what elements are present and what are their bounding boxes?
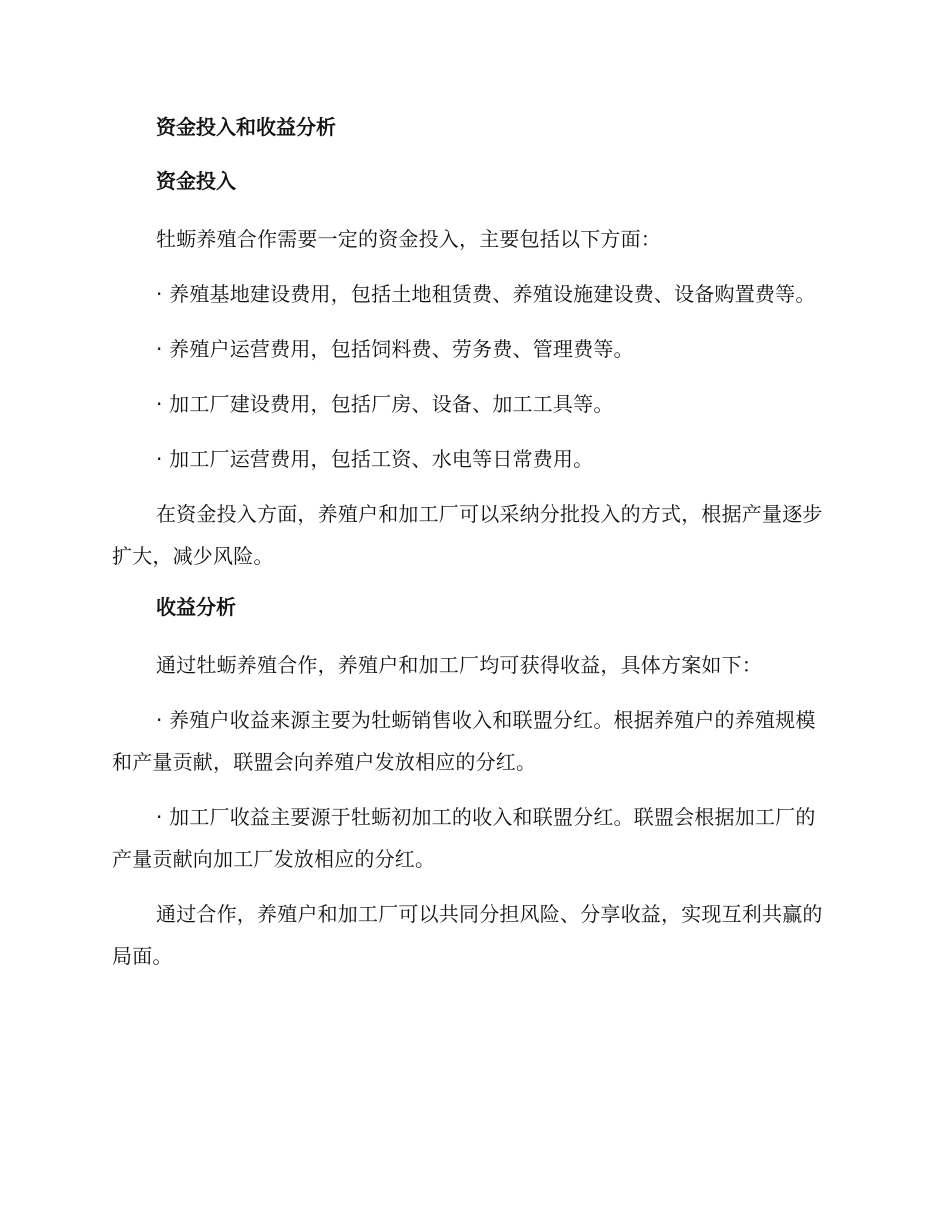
investment-item: · 加工厂建设费用，包括厂房、设备、加工工具等。 [156, 392, 614, 416]
document-page [112, 110, 832, 990]
revenue-conclusion: 通过合作，养殖户和加工厂可以共同分担风险、分享收益，实现互利共赢的局面。 [112, 902, 823, 968]
section-heading-revenue: 收益分析 [156, 595, 236, 619]
revenue-item: · 加工厂收益主要源于牡蛎初加工的收入和联盟分红。联盟会根据加工厂的产量贡献向加工厂发放相应的分红。 [112, 805, 816, 871]
investment-item: · 养殖基地建设费用，包括土地租赁费、养殖设施建设费、设备购置费等。 [156, 282, 816, 306]
investment-item: · 养殖户运营费用，包括饲料费、劳务费、管理费等。 [156, 337, 634, 361]
investment-intro: 牡蛎养殖合作需要一定的资金投入，主要包括以下方面： [156, 227, 661, 251]
revenue-intro: 通过牡蛎养殖合作，养殖户和加工厂均可获得收益，具体方案如下： [156, 653, 762, 677]
revenue-item: · 养殖户收益来源主要为牡蛎销售收入和联盟分红。根据养殖户的养殖规模和产量贡献，联盟会向养殖户发放相应的分红。 [112, 708, 816, 774]
document-title: 资金投入和收益分析 [156, 115, 336, 139]
investment-item: · 加工厂运营费用，包括工资、水电等日常费用。 [156, 447, 594, 471]
investment-conclusion: 在资金投入方面，养殖户和加工厂可以采纳分批投入的方式，根据产量逐步扩大，减少风险。 [112, 502, 823, 568]
section-heading-investment: 资金投入 [156, 169, 236, 193]
